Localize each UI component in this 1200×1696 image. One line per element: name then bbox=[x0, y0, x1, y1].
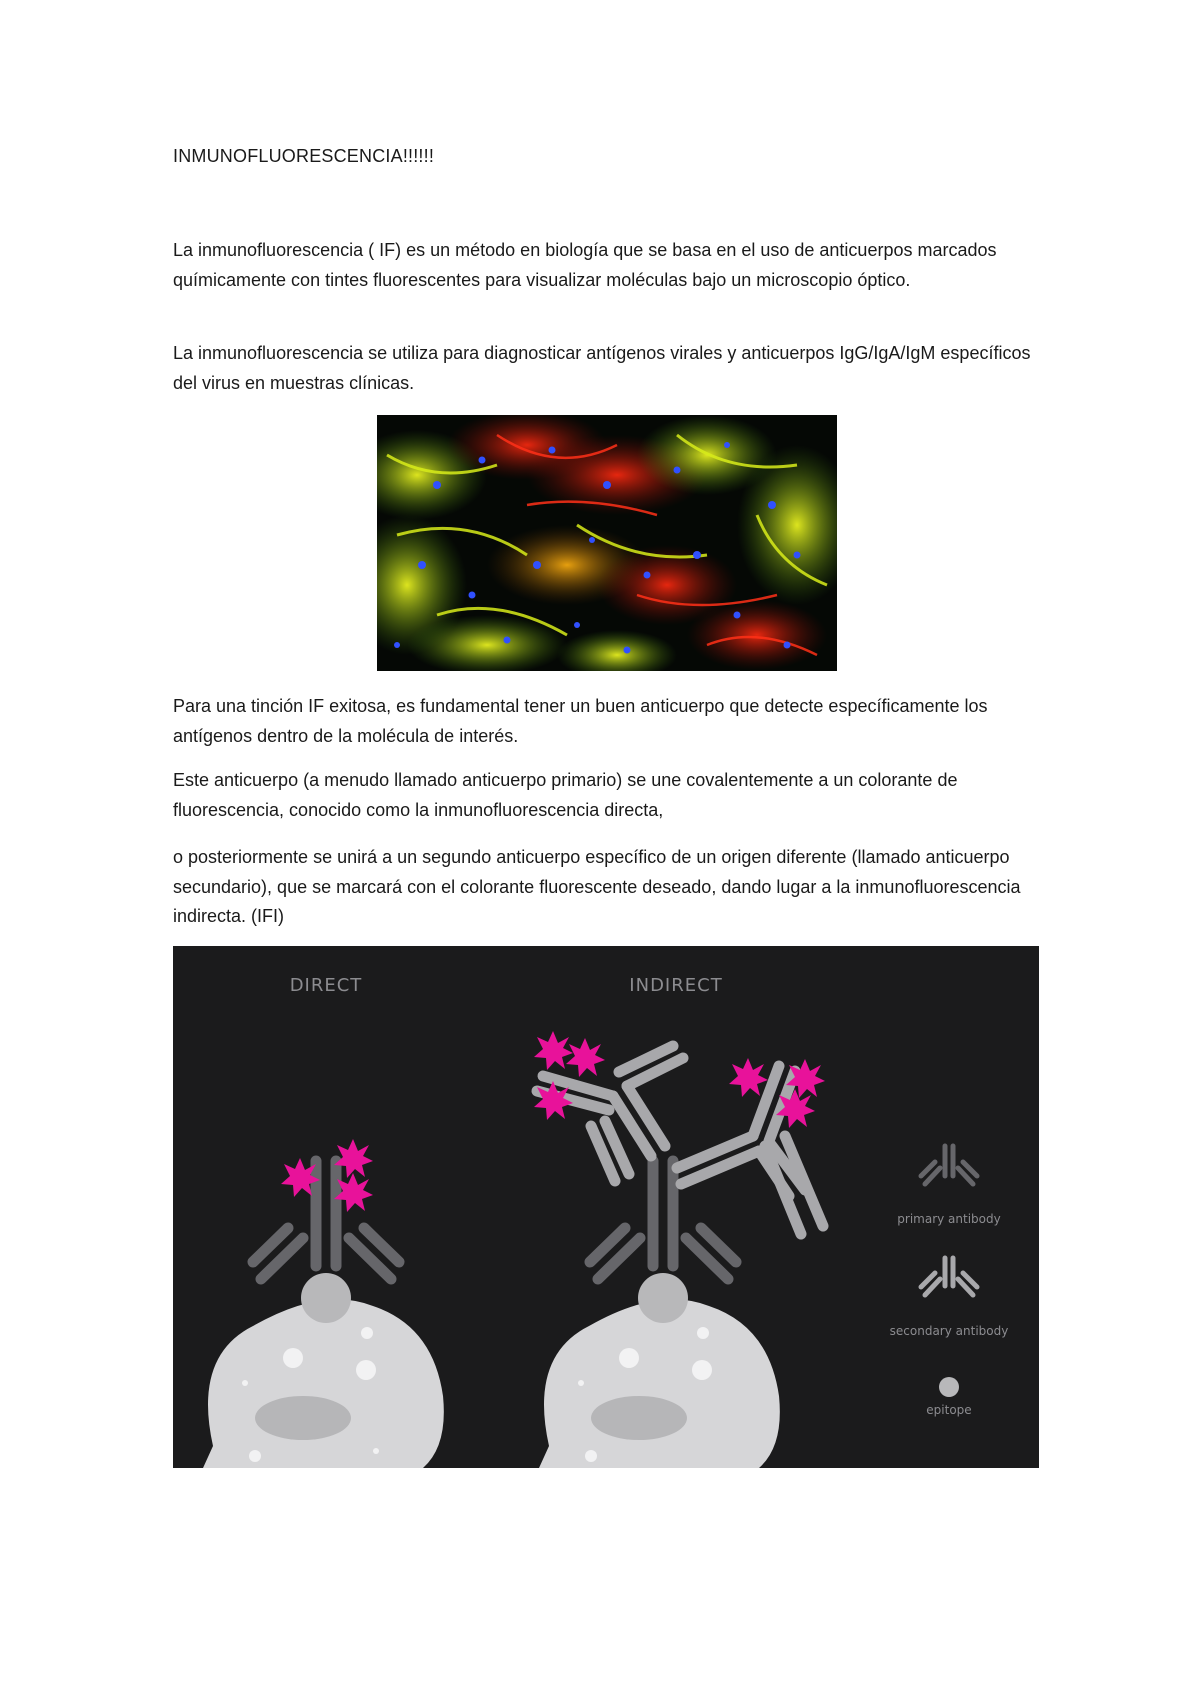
label-direct: DIRECT bbox=[289, 975, 363, 996]
paragraph-direct: Este anticuerpo (a menudo llamado anticuerpo primario) se une covalentemente a un colorante de fluorescencia, conocido como la inmunofluorescencia directa, bbox=[173, 770, 958, 820]
document-title: INMUNOFLUORESCENCIA!!!!!! bbox=[173, 146, 435, 166]
direct-epitope bbox=[301, 1273, 351, 1323]
legend-primary-label: primary antibody bbox=[897, 1212, 1001, 1226]
paragraph-definition: La inmunofluorescencia ( IF) es un método en biología que se basa en el uso de anticuerpos marcados químicamente con tintes fluorescentes para visualizar moléculas bajo un microscopio óptico. bbox=[173, 240, 997, 290]
immunofluorescence-diagram bbox=[173, 946, 1039, 1468]
legend-epitope-icon bbox=[939, 1377, 959, 1397]
paragraph-staining: Para una tinción IF exitosa, es fundamental tener un buen anticuerpo que detecte específicamente los antígenos dentro de la molécula de interés. bbox=[173, 696, 988, 746]
indirect-epitope bbox=[638, 1273, 688, 1323]
label-indirect: INDIRECT bbox=[629, 975, 723, 996]
paragraph-indirect: o posteriormente se unirá a un segundo anticuerpo específico de un origen diferente (llamado anticuerpo secundario), que se marcará con el colorante fluorescente deseado, dando lugar a la inmunofluorescencia indirecta. (IFI) bbox=[173, 847, 1021, 926]
legend-secondary-label: secondary antibody bbox=[889, 1324, 1009, 1338]
fluorescence-micrograph bbox=[377, 415, 837, 671]
legend-epitope-label: epitope bbox=[926, 1403, 972, 1417]
paragraph-diagnosis: La inmunofluorescencia se utiliza para diagnosticar antígenos virales y anticuerpos IgG/IgA/IgM específicos del virus en muestras clínicas. bbox=[173, 343, 1031, 393]
